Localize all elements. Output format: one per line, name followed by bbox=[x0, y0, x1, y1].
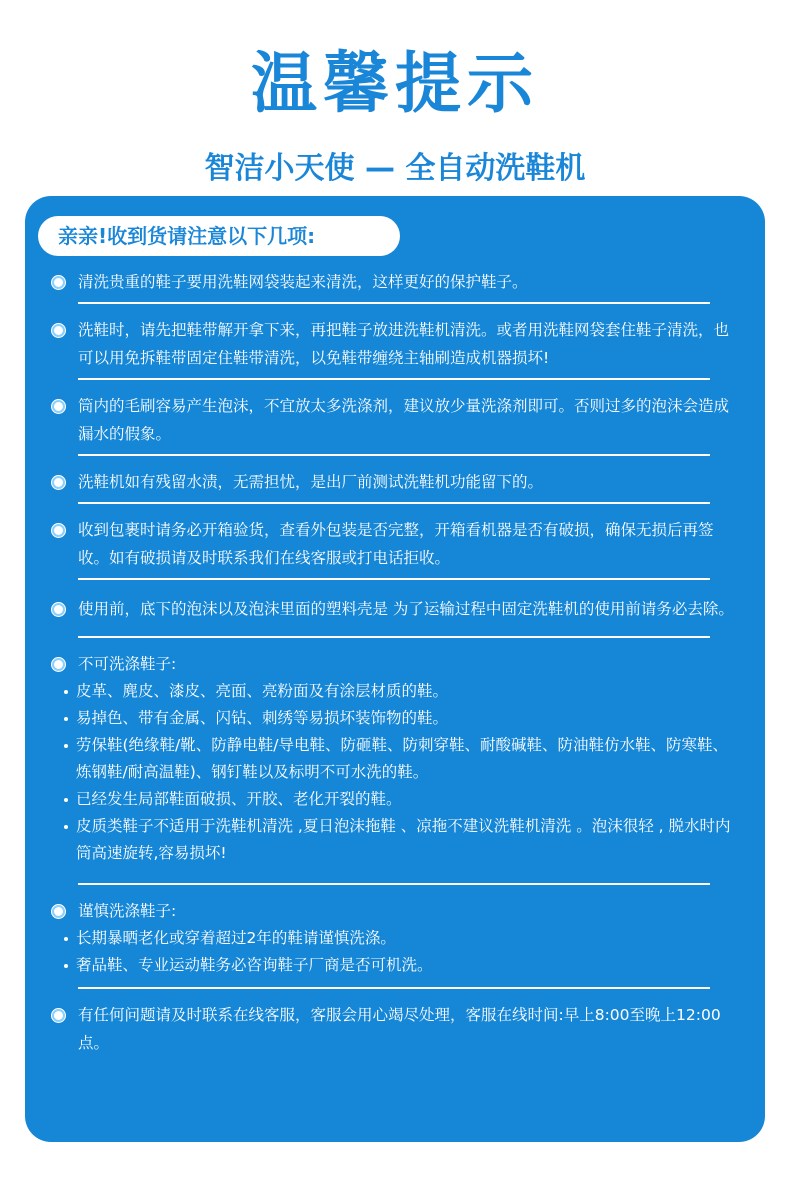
divider bbox=[78, 378, 710, 380]
page-subtitle: 智洁小天使 — 全自动洗鞋机 bbox=[204, 151, 586, 186]
list-item bbox=[52, 650, 742, 867]
divider bbox=[78, 987, 710, 989]
divider bbox=[78, 502, 710, 504]
circle-bullet-icon bbox=[52, 400, 65, 413]
circle-bullet-icon bbox=[52, 658, 65, 671]
sub-item: 奢品鞋、专业运动鞋务必咨询鞋子厂商是否可机洗。 bbox=[64, 952, 742, 979]
list-item bbox=[52, 268, 742, 296]
circle-bullet-icon bbox=[52, 524, 65, 537]
sub-item: 皮质类鞋子不适用于洗鞋机清洗 ,夏日泡沫拖鞋 、凉拖不建议洗鞋机清洗 。泡沫很轻 , 脱水时内筒高速旋转,容易损坏! bbox=[64, 813, 742, 867]
list-item bbox=[52, 897, 742, 979]
item-text: 有任何问题请及时联系在线客服，客服会用心竭尽处理，客服在线时间:早上8:00至晚上12:00点。 bbox=[78, 1006, 721, 1052]
item-text: 不可洗涤鞋子: bbox=[78, 655, 177, 673]
list-item bbox=[52, 592, 742, 626]
circle-bullet-icon bbox=[52, 603, 65, 616]
circle-bullet-icon bbox=[52, 476, 65, 489]
item-text: 筒内的毛刷容易产生泡沫，不宜放太多洗涤剂，建议放少量洗涤剂即可。否则过多的泡沫会造成漏水的假象。 bbox=[78, 397, 730, 443]
sub-item: 长期暴晒老化或穿着超过2年的鞋请谨慎洗涤。 bbox=[64, 925, 742, 952]
item-text: 清洗贵重的鞋子要用洗鞋网袋装起来清洗，这样更好的保护鞋子。 bbox=[78, 273, 528, 291]
circle-bullet-icon bbox=[52, 1009, 65, 1022]
divider bbox=[78, 578, 710, 580]
sub-item: 皮革、麂皮、漆皮、亮面、亮粉面及有涂层材质的鞋。 bbox=[64, 678, 742, 705]
item-text: 收到包裹时请务必开箱验货，查看外包装是否完整，开箱看机器是否有破损，确保无损后再签收。如有破损请及时联系我们在线客服或打电话拒收。 bbox=[78, 521, 714, 567]
item-text: 谨慎洗涤鞋子: bbox=[78, 902, 177, 920]
sub-list bbox=[64, 925, 742, 979]
sub-item: 易掉色、带有金属、闪钻、刺绣等易损坏装饰物的鞋。 bbox=[64, 705, 742, 732]
list-item bbox=[52, 392, 742, 448]
sub-item: 劳保鞋(绝缘鞋/靴、防静电鞋/导电鞋、防砸鞋、防刺穿鞋、耐酸碱鞋、防油鞋仿水鞋、防寒鞋、炼钢鞋/耐高温鞋)、钢钉鞋以及标明不可水洗的鞋。 bbox=[64, 732, 742, 786]
list-item bbox=[52, 516, 742, 572]
list-item bbox=[52, 468, 742, 496]
sub-item: 已经发生局部鞋面破损、开胶、老化开裂的鞋。 bbox=[64, 786, 742, 813]
divider bbox=[78, 454, 710, 456]
list-item bbox=[52, 316, 742, 372]
sub-list bbox=[64, 678, 742, 867]
notice-list bbox=[52, 268, 742, 1057]
item-text: 洗鞋机如有残留水渍，无需担忧，是出厂前测试洗鞋机功能留下的。 bbox=[78, 473, 544, 491]
divider bbox=[78, 883, 710, 885]
notice-heading: 亲亲!收到货请注意以下几项: bbox=[38, 216, 400, 256]
list-item bbox=[52, 1001, 742, 1057]
circle-bullet-icon bbox=[52, 276, 65, 289]
item-text: 洗鞋时，请先把鞋带解开拿下来，再把鞋子放进洗鞋机清洗。或者用洗鞋网袋套住鞋子清洗，也可以用免拆鞋带固定住鞋带清洗，以免鞋带缠绕主轴刷造成机器损坏! bbox=[78, 321, 730, 367]
circle-bullet-icon bbox=[52, 905, 65, 918]
divider bbox=[78, 636, 710, 638]
page-title: 温馨提示 bbox=[251, 45, 539, 122]
circle-bullet-icon bbox=[52, 324, 65, 337]
divider bbox=[78, 302, 710, 304]
item-text: 使用前，底下的泡沫以及泡沫里面的塑料壳是 为了运输过程中固定洗鞋机的使用前请务必去除。 bbox=[78, 600, 734, 618]
